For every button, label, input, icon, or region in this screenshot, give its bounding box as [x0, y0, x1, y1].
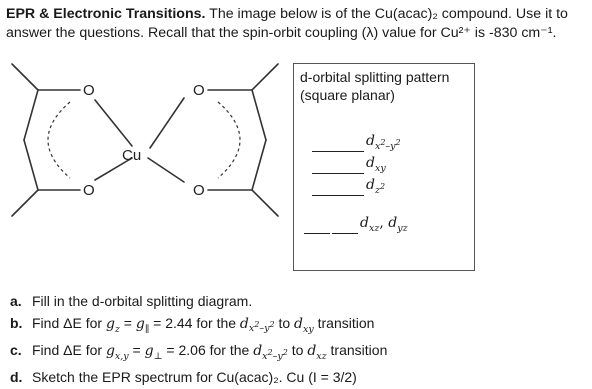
orbital-level-dz2 [312, 176, 386, 196]
fill-blank-line[interactable] [312, 150, 364, 152]
oxygen-label-bottom-right: O [193, 182, 205, 199]
orbital-label: $d_{x^2-y^2}$ [366, 133, 401, 152]
question-c: c. Find ΔE for $g_{x,y} = g_\perp = 2.06$ for the $d_{x^2-y^2}$ to $d_{xz}$ transition [10, 341, 388, 362]
fill-blank-line[interactable] [312, 194, 364, 196]
left-delocalization-arc [48, 102, 70, 178]
oxygen-label-top-left: O [83, 82, 95, 99]
right-methyl-bottom-bond [252, 190, 278, 216]
orbital-level-dx2-y2 [312, 132, 401, 152]
cu-o-bond-top-right [150, 98, 184, 148]
question-d: d. Sketch the EPR spectrum for Cu(acac)₂. Cu (I = 3/2) [10, 369, 357, 386]
orbital-label: $d_{xz}$, $d_{yz}$ [360, 215, 408, 234]
intro-paragraph [6, 5, 588, 43]
cu-o-bond-top-left [95, 100, 132, 146]
question-a: a. Fill in the d-orbital splitting diagram. [10, 293, 253, 309]
orbital-label: $d_{z^2}$ [366, 177, 386, 196]
intro-title: EPR & Electronic Transitions. [6, 6, 206, 22]
oxygen-label-bottom-left: O [83, 182, 95, 199]
right-methyl-top-bond [252, 64, 278, 90]
left-backbone-top [24, 90, 38, 140]
fill-blank-line[interactable] [312, 172, 364, 174]
cu-acac-structure [0, 58, 290, 223]
fill-blank-line[interactable] [304, 232, 330, 234]
left-methyl-top-bond [12, 64, 38, 90]
question-b: b. Find ΔE for $g_z = g_\parallel = 2.44$ for the $d_{x^2-y^2}$ to $d_{xy}$ transition [10, 314, 375, 335]
cu-o-bond-bottom-right [148, 158, 184, 182]
oxygen-label-top-right: O [193, 82, 205, 99]
orbital-level-dxz-dyz [304, 214, 408, 234]
right-backbone-bottom [252, 140, 266, 190]
orbital-level-dxy [312, 154, 386, 174]
right-backbone-top [252, 90, 266, 140]
right-delocalization-arc [218, 102, 240, 178]
intro-text: The image below is of the Cu(acac)₂ compound. Use it to answer the questions. Recall that the spin-orbit coupling (λ) value for Cu²⁺ is -830 cm⁻¹. [6, 6, 568, 41]
left-backbone-bottom [24, 140, 38, 190]
left-methyl-bottom-bond [12, 190, 38, 216]
d-orbital-diagram-box [293, 63, 475, 271]
question-list [10, 291, 387, 389]
fill-blank-line[interactable] [332, 232, 358, 234]
diagram-title: d-orbital splitting pattern (square planar) [300, 69, 450, 103]
orbital-label: $d_{xy}$ [366, 155, 386, 174]
copper-label: Cu [122, 147, 142, 164]
